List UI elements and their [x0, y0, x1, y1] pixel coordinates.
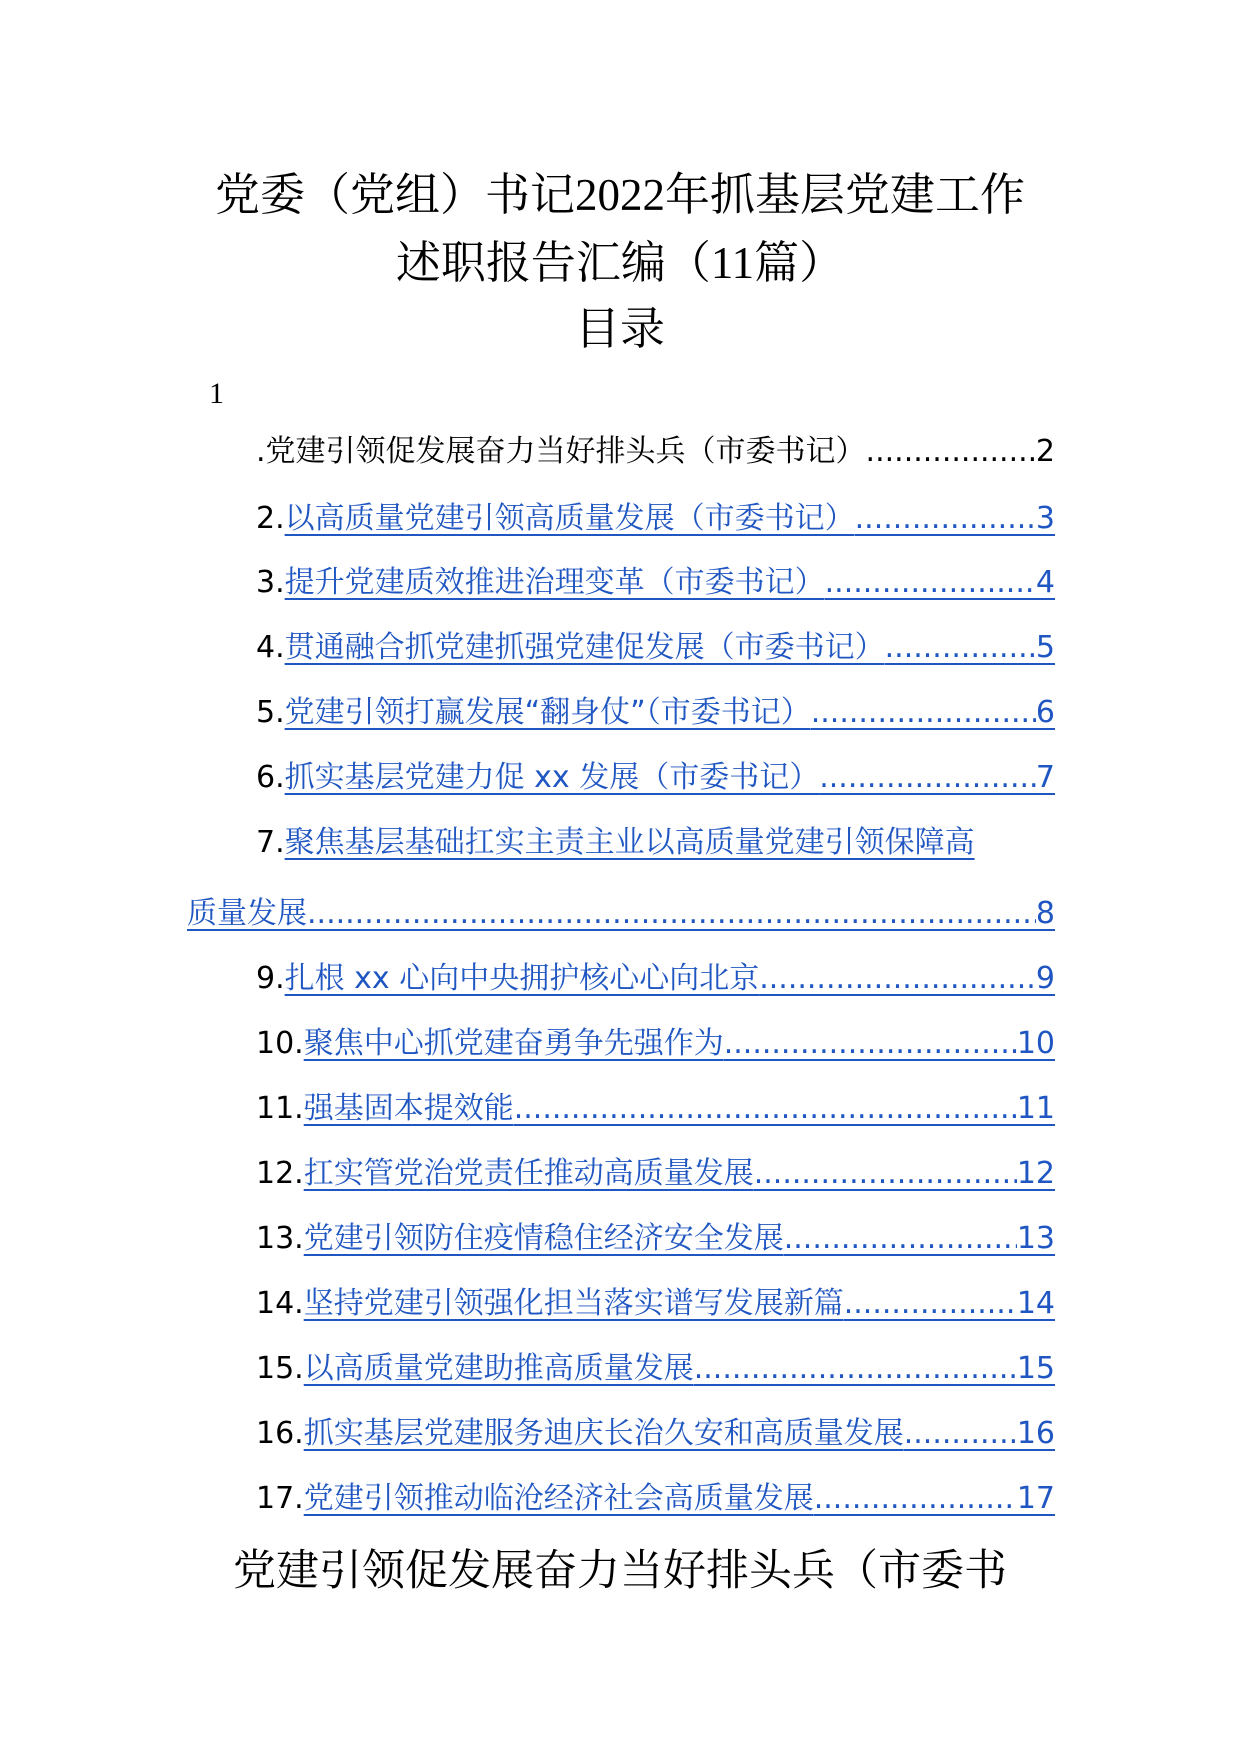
- toc-entry[interactable]: [256, 496, 1055, 542]
- toc-dot-leader[interactable]: [307, 891, 1036, 937]
- document-title-prefix: 党委（党组）书记: [214, 168, 575, 221]
- toc-page-number[interactable]: 8: [1035, 896, 1055, 931]
- next-section-heading: 党建引领促发展奋力当好排头兵（市委书: [233, 1546, 1007, 1596]
- toc-entry-number: 5.: [256, 695, 285, 730]
- toc-entry[interactable]: [256, 1411, 1055, 1457]
- toc-dot-leader[interactable]: [819, 755, 1036, 801]
- document-title-line-2: [0, 236, 1240, 290]
- toc-entry-title[interactable]: 聚焦中心抓党建奋勇争先强作为: [303, 1026, 724, 1061]
- toc-entry-title[interactable]: 党建引领打赢发展“翻身仗”（市委书记）: [284, 695, 811, 730]
- document-title-line-1: [0, 168, 1240, 222]
- toc-dot-leader[interactable]: [811, 690, 1036, 736]
- toc-entry-title[interactable]: 扎根 xx 心向中央拥护核心心向北京: [284, 961, 760, 996]
- field-code-marker: 1: [209, 377, 224, 410]
- toc-dot-leader[interactable]: [844, 1281, 1017, 1327]
- toc-entry-title[interactable]: 坚持党建引领强化担当落实谱写发展新篇: [303, 1286, 844, 1321]
- toc-entry-7-continuation[interactable]: [187, 891, 1055, 937]
- toc-entry-title-continued[interactable]: 质量发展: [187, 896, 307, 931]
- toc-entry-number: 14.: [256, 1286, 304, 1321]
- toc-entry[interactable]: [256, 1281, 1055, 1327]
- toc-dot-leader[interactable]: [759, 956, 1036, 1002]
- toc-dot-leader[interactable]: [514, 1086, 1017, 1132]
- toc-entry-number: 12.: [256, 1156, 304, 1191]
- toc-dot-leader: [866, 429, 1036, 475]
- toc-page-number[interactable]: 11: [1016, 1091, 1055, 1126]
- document-subtitle-prefix: 述职报告汇编（: [395, 236, 711, 289]
- toc-entry-title[interactable]: 强基固本提效能: [303, 1091, 514, 1126]
- toc-entry-title[interactable]: 提升党建质效推进治理变革（市委书记）: [284, 565, 825, 600]
- toc-entry-number: 9.: [256, 961, 285, 996]
- toc-entry[interactable]: [256, 625, 1055, 671]
- toc-entry-number: .: [256, 434, 266, 469]
- toc-entry[interactable]: [256, 690, 1055, 736]
- toc-entry[interactable]: [256, 1021, 1055, 1067]
- toc-dot-leader[interactable]: [784, 1216, 1017, 1262]
- toc-entry-number: 10.: [256, 1026, 304, 1061]
- toc-entry-number: 11.: [256, 1091, 304, 1126]
- toc-entry-number: 15.: [256, 1351, 304, 1386]
- toc-dot-leader[interactable]: [724, 1021, 1017, 1067]
- toc-entry-title[interactable]: 贯通融合抓党建抓强党建促发展（市委书记）: [284, 630, 885, 665]
- toc-entry: [256, 429, 1055, 475]
- toc-entry-title[interactable]: 抓实基层党建服务迪庆长治久安和高质量发展: [303, 1416, 904, 1451]
- toc-page-number[interactable]: 7: [1035, 760, 1055, 795]
- document-title-suffix: 年抓基层党建工作: [665, 168, 1026, 221]
- toc-page-number[interactable]: 13: [1016, 1221, 1055, 1256]
- toc-entry-number: 6.: [256, 760, 285, 795]
- toc-page-number: 2: [1035, 434, 1055, 469]
- toc-entry-title: 党建引领促发展奋力当好排头兵（市委书记）: [265, 434, 866, 469]
- toc-entry[interactable]: [256, 1151, 1055, 1197]
- document-subtitle-count: 11: [710, 238, 755, 288]
- toc-entry[interactable]: [256, 755, 1055, 801]
- toc-entry-title[interactable]: 党建引领防住疫情稳住经济安全发展: [303, 1221, 784, 1256]
- toc-entry-title[interactable]: 聚焦基层基础扛实主责主业以高质量党建引领保障高: [284, 825, 975, 860]
- toc-entry[interactable]: [256, 560, 1055, 606]
- toc-page-number[interactable]: 14: [1016, 1286, 1055, 1321]
- toc-page-number[interactable]: 5: [1035, 630, 1055, 665]
- document-subtitle-suffix: 篇）: [754, 236, 845, 289]
- toc-entry[interactable]: [256, 1216, 1055, 1262]
- toc-entry[interactable]: [256, 820, 1055, 866]
- toc-entry-number: 3.: [256, 565, 285, 600]
- toc-entry-number: 17.: [256, 1481, 304, 1516]
- toc-heading: 目录: [574, 302, 665, 355]
- toc-entry[interactable]: [256, 1476, 1055, 1522]
- toc-page-number[interactable]: 17: [1016, 1481, 1055, 1516]
- toc-entry-number: 4.: [256, 630, 285, 665]
- toc-entry[interactable]: [256, 1346, 1055, 1392]
- toc-dot-leader[interactable]: [814, 1476, 1017, 1522]
- toc-page-number[interactable]: 16: [1016, 1416, 1055, 1451]
- toc-entry-title[interactable]: 以高质量党建引领高质量发展（市委书记）: [284, 501, 855, 536]
- toc-dot-leader[interactable]: [885, 625, 1036, 671]
- toc-entry-title[interactable]: 以高质量党建助推高质量发展: [303, 1351, 694, 1386]
- toc-dot-leader[interactable]: [754, 1151, 1017, 1197]
- toc-page-number[interactable]: 10: [1016, 1026, 1055, 1061]
- toc-dot-leader[interactable]: [694, 1346, 1017, 1392]
- toc-page-number[interactable]: 6: [1035, 695, 1055, 730]
- toc-page-number[interactable]: 12: [1016, 1156, 1055, 1191]
- toc-page-number[interactable]: 4: [1035, 565, 1055, 600]
- toc-page-number[interactable]: 9: [1035, 961, 1055, 996]
- toc-dot-leader[interactable]: [825, 560, 1036, 606]
- toc-entry-title[interactable]: 党建引领推动临沧经济社会高质量发展: [303, 1481, 814, 1516]
- toc-entry-number: 13.: [256, 1221, 304, 1256]
- toc-page-number[interactable]: 15: [1016, 1351, 1055, 1386]
- document-title-year: 2022: [575, 170, 665, 220]
- toc-entry-number: 2.: [256, 501, 285, 536]
- toc-dot-leader[interactable]: [904, 1411, 1017, 1457]
- toc-entry-title[interactable]: 抓实基层党建力促 xx 发展（市委书记）: [284, 760, 820, 795]
- toc-page-number[interactable]: 3: [1035, 501, 1055, 536]
- toc-entry-title[interactable]: 扛实管党治党责任推动高质量发展: [303, 1156, 754, 1191]
- toc-entry-number: 7.: [256, 825, 285, 860]
- toc-entry[interactable]: [256, 956, 1055, 1002]
- toc-dot-leader[interactable]: [855, 496, 1036, 542]
- toc-entry[interactable]: [256, 1086, 1055, 1132]
- toc-entry-number: 16.: [256, 1416, 304, 1451]
